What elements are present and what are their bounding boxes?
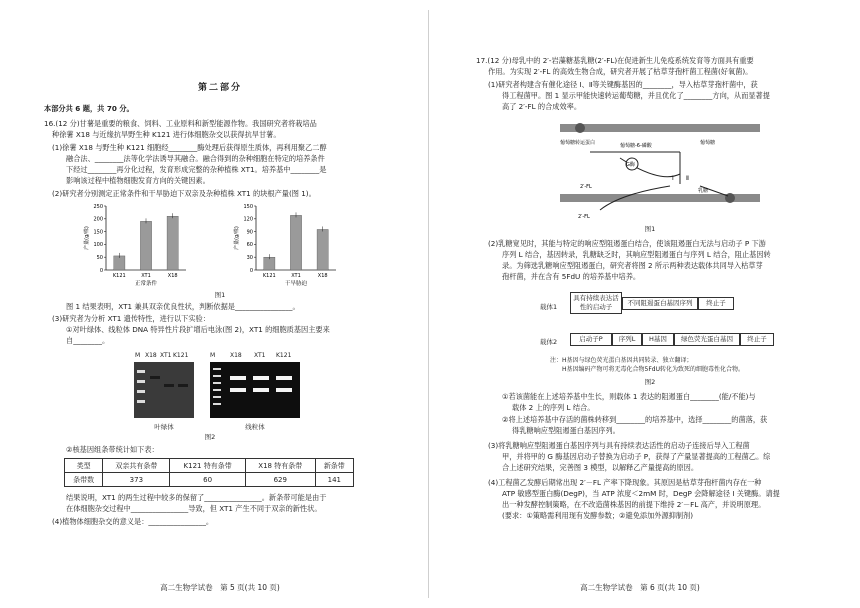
q17-p2q2-2: 得乳糖响应型阻遏蛋白基因序列。 (512, 426, 620, 435)
g-enzyme-label: G酶 (626, 162, 635, 168)
category-label: X18 (167, 273, 178, 279)
y-tick-label: 200 (93, 216, 103, 223)
bar-XT1 (290, 215, 301, 270)
category-label: K121 (262, 273, 276, 279)
page-divider (428, 10, 429, 598)
gel2-caption: 线粒体 (245, 423, 265, 431)
table-header: 类型 (65, 459, 103, 473)
fig2-caption: 图2 (204, 433, 216, 441)
category-label: XT1 (141, 273, 151, 279)
page-6 (430, 0, 840, 608)
gel1-label-x18: X18 (145, 352, 157, 359)
table-cell: 条带数 (65, 473, 103, 487)
vector1-gene: 不同阻遏蛋白基因序列 (622, 297, 698, 310)
vector1-terminator: 终止子 (698, 297, 734, 310)
category-label: X18 (317, 273, 328, 279)
gel1-label-m: M (135, 352, 141, 359)
y-tick-label: 0 (99, 267, 103, 274)
q16-stem-1: 16.(12 分)甘薯是重要的粮食、饲料、工业原料和新型能源作物。我国研究者将栽培品 (44, 119, 317, 128)
vector1-name: 载体1 (540, 303, 558, 311)
figure-1-charts (82, 200, 382, 300)
chart-title: 干旱胁迫 (284, 281, 308, 287)
q16-p2-after: 图 1 结果表明，XT1 兼具双亲优良性状，判断依据是________________。 (66, 302, 300, 311)
fl-outside-label: 2′-FL (578, 214, 590, 220)
vector2-name: 载体2 (540, 338, 558, 346)
page-6-footer: 高二生物学试卷 第 6 页(共 10 页) (580, 583, 700, 592)
q16-p3-1b: 自________。 (66, 336, 110, 345)
q16-p3-2: ②核基因组条带统计如下表： (66, 445, 159, 454)
q16-p3-after-2: 在体细胞杂交过程中________________导致，但 XT1 产生不同于双亲的新性状。 (66, 504, 322, 513)
q17-p2q1-2: 载体 2 上的序列 L 结合。 (512, 403, 595, 412)
q16-p3-after-1: 结果说明，XT1 的两生过程中较多的保留了________________。新条带可能是由于 (66, 493, 327, 502)
lactose-label: 乳糖 (698, 188, 709, 194)
membrane-top (560, 124, 760, 132)
vector1-promoter: 具有持续表达活性的启动子 (570, 292, 622, 314)
y-tick-label: 30 (246, 255, 253, 261)
y-axis-label: 产量(g/株) (84, 226, 90, 250)
fl-inside-label: 2′-FL (580, 184, 592, 190)
table-header: 双亲共有条带 (103, 459, 170, 473)
chart-normal (83, 204, 186, 287)
y-tick-label: 150 (243, 203, 253, 210)
q17-p1-3: 高了 2′-FL 的合成效率。 (502, 102, 582, 111)
bar-X18 (167, 216, 178, 270)
table-cell: 141 (315, 473, 353, 487)
table-header-row (65, 459, 354, 473)
q17-p4-2: ATP 敏感型蛋白酶(DegP)，当 ATP 浓度＜2mM 时，DegP 会降解途径 I 关键酶。请提 (502, 489, 780, 498)
chart-title: 正常条件 (134, 281, 158, 287)
section-note: 本部分共 6 题，共 70 分。 (44, 104, 134, 113)
category-label: XT1 (291, 273, 301, 279)
q17-p4-4: (要求：①策略需利用现有发酵参数；②避免添加外源抑制剂) (502, 511, 693, 520)
q16-p1-4: 影响该过程中植物细胞发育方向的关键因素。 (66, 176, 210, 185)
q17-p2-3: 录。为筛选乳糖响应型阻遏蛋白，研究者将图 2 所示两种表达载体共同导入枯草芽 (502, 261, 763, 270)
g6p-label: 葡萄糖-6-磷酸 (620, 143, 652, 149)
bar-X18 (317, 229, 328, 270)
q17-p2q2-1: ②将上述培养基中存活的菌株转移到________的培养基中，选择________的菌落，获 (502, 415, 768, 424)
gel2-label-k121: K121 (276, 352, 292, 359)
glucose-label: 葡萄糖 (700, 140, 716, 146)
vector2-seq-l: 序列L (612, 333, 642, 346)
q17-p2-4: 孢杆菌，并在含有 5FdU 的培养基中培养。 (502, 272, 641, 281)
lactose-transporter-icon (725, 193, 735, 203)
gel1-label-k121: K121 (173, 352, 189, 359)
fig1-caption: 图1 (214, 291, 226, 299)
fig2-note-2: H基因编码产物可将无毒化合物5FdU转化为致死的细胞毒性化合物。 (562, 366, 744, 373)
category-label: K121 (112, 273, 126, 279)
path-1-label: Ⅰ (672, 175, 674, 182)
q17-stem-1: 17.(12 分)母乳中的 2′-岩藻糖基乳糖(2′-FL)在促进新生儿免疫系统发育等方面具有重要 (476, 56, 754, 65)
vector2-gfp-gene: 绿色荧光蛋白基因 (674, 333, 740, 346)
gel2-label-x18: X18 (230, 352, 242, 359)
table-header: K121 特有条带 (170, 459, 246, 473)
q17-p1-2: 得工程菌甲。图 1 显示甲能快速转运葡萄糖，并且优化了________方向，从而显著提 (502, 91, 770, 100)
y-tick-label: 50 (96, 255, 103, 261)
part-title: 第二部分 (197, 83, 242, 93)
q17-p1-1: (1)研究者构建含有催化途径 Ⅰ、Ⅱ等关键酶基因的________，导入枯草芽孢杆菌中，获 (488, 80, 758, 89)
y-tick-label: 150 (93, 229, 103, 236)
q17-p3-1: (3)将乳糖响应型阻遏蛋白基因序列与具有持续表达活性的启动子连接后导入工程菌 (488, 441, 750, 450)
y-tick-label: 90 (246, 229, 253, 236)
y-axis-label: 产量(g/株) (234, 226, 240, 250)
q17-p4-1: (4)工程菌乙发酵后期常出现 2′－FL 产率下降现象。其原因是枯草芽孢杆菌内存在一种 (488, 478, 762, 487)
q17-p3-2: 甲，并将甲的 G 酶基因启动子替换为启动子 P，获得了产量显著提高的工程菌乙。综 (502, 452, 771, 461)
bar-K121 (114, 256, 125, 270)
y-tick-label: 0 (249, 267, 253, 274)
vector2-h-gene: H基因 (642, 333, 674, 346)
y-tick-label: 100 (93, 242, 103, 249)
gel-chloroplast (134, 362, 194, 418)
q17-p4-3: 出一种发酵控制策略，在不改造菌株基因的前提下维持 2′－FL 高产，并说明原理。 (502, 500, 766, 509)
gel1-caption: 叶绿体 (154, 423, 174, 431)
fig2r-caption: 图2 (644, 378, 656, 386)
q17-p2-2: 序列 L 结合，基因转录，乳糖缺乏时，其响应型阻遏蛋白与序列 L 结合，阻止基因转 (502, 250, 771, 259)
path-2-label: Ⅱ (686, 175, 689, 182)
y-tick-label: 120 (243, 216, 253, 223)
q17-p2q1-1: ①若该菌能在上述培养基中生长，则载体 1 表达的阻遏蛋白________(能/不能)与 (502, 392, 756, 401)
table-row (65, 473, 354, 487)
q16-p1-2: 融合法、________法等化学法诱导其融合。融合得到的杂种细胞在特定的培养条件 (66, 154, 325, 163)
glucose-transporter-label: 葡萄糖转运蛋白 (560, 140, 596, 146)
page-5-footer: 高二生物学试卷 第 5 页(共 10 页) (160, 583, 280, 592)
table-cell: 629 (245, 473, 315, 487)
table-header: X18 特有条带 (245, 459, 315, 473)
chart-drought (233, 204, 336, 287)
band-table (64, 458, 354, 487)
fig1r-caption: 图1 (644, 225, 656, 233)
q16-p2: (2)研究者分别测定正常条件和干旱胁迫下双亲及杂种植株 XT1 的块根产量(图 1)。 (52, 189, 316, 198)
gel2-lane-labels (210, 352, 300, 361)
metabolic-diagram (560, 114, 760, 226)
gel2-label-m: M (210, 352, 216, 359)
table-cell: 60 (170, 473, 246, 487)
vector2-promoter: 启动子P (570, 333, 612, 346)
q16-p3-1a: ①对叶绿体、线粒体 DNA 特异性片段扩增后电泳(图 2)，XT1 的细胞质基因主要来 (66, 325, 330, 334)
gel1-label-xt1: XT1 (160, 352, 172, 359)
bar-XT1 (140, 221, 151, 270)
y-tick-label: 60 (246, 242, 253, 249)
q16-p1-1: (1)徐薯 X18 与野生种 K121 细胞经________酶处理后获得原生质体，再利用聚乙二醇 (52, 143, 327, 152)
table-cell: 373 (103, 473, 170, 487)
q16-p4: (4)植物体细胞杂交的意义是：________________。 (52, 517, 214, 526)
y-tick-label: 250 (93, 203, 103, 210)
gel2-label-xt1: XT1 (254, 352, 266, 359)
q16-stem-2: 种徐薯 X18 与近缘抗旱野生种 K121 进行体细胞杂交以获得抗旱甘薯。 (52, 130, 281, 139)
q17-p2-1: (2)乳糖宽见时，其能与特定的响应型阻遏蛋白结合，使该阻遏蛋白无法与启动子 P 下游 (488, 239, 766, 248)
vector2-terminator: 终止子 (740, 333, 774, 346)
table-header: 新条带 (315, 459, 353, 473)
q16-p1-3: 下经过________再分化过程，发育形成完整的杂种植株 XT1。培养基中________是 (66, 165, 327, 174)
gel1-lane-labels (135, 352, 193, 361)
q16-p3: (3)研究者为分析 XT1 遗传特性，进行以下实验： (52, 314, 210, 323)
glucose-transporter-icon (575, 123, 585, 133)
gel-mitochondria (210, 362, 300, 418)
q17-p3-3: 合上述研究结果，完善图 3 模型，以解释乙产量提高的原因。 (502, 463, 699, 472)
page-5 (0, 0, 410, 608)
fig2-note-1: 注：H基因与绿色荧光蛋白基因共同转录、独立翻译； (550, 357, 693, 364)
q17-stem-2: 作用。为实现 2′-FL 的高效生物合成，研究者开展了枯草芽孢杆菌工程菌(好氧菌)。 (488, 67, 753, 76)
